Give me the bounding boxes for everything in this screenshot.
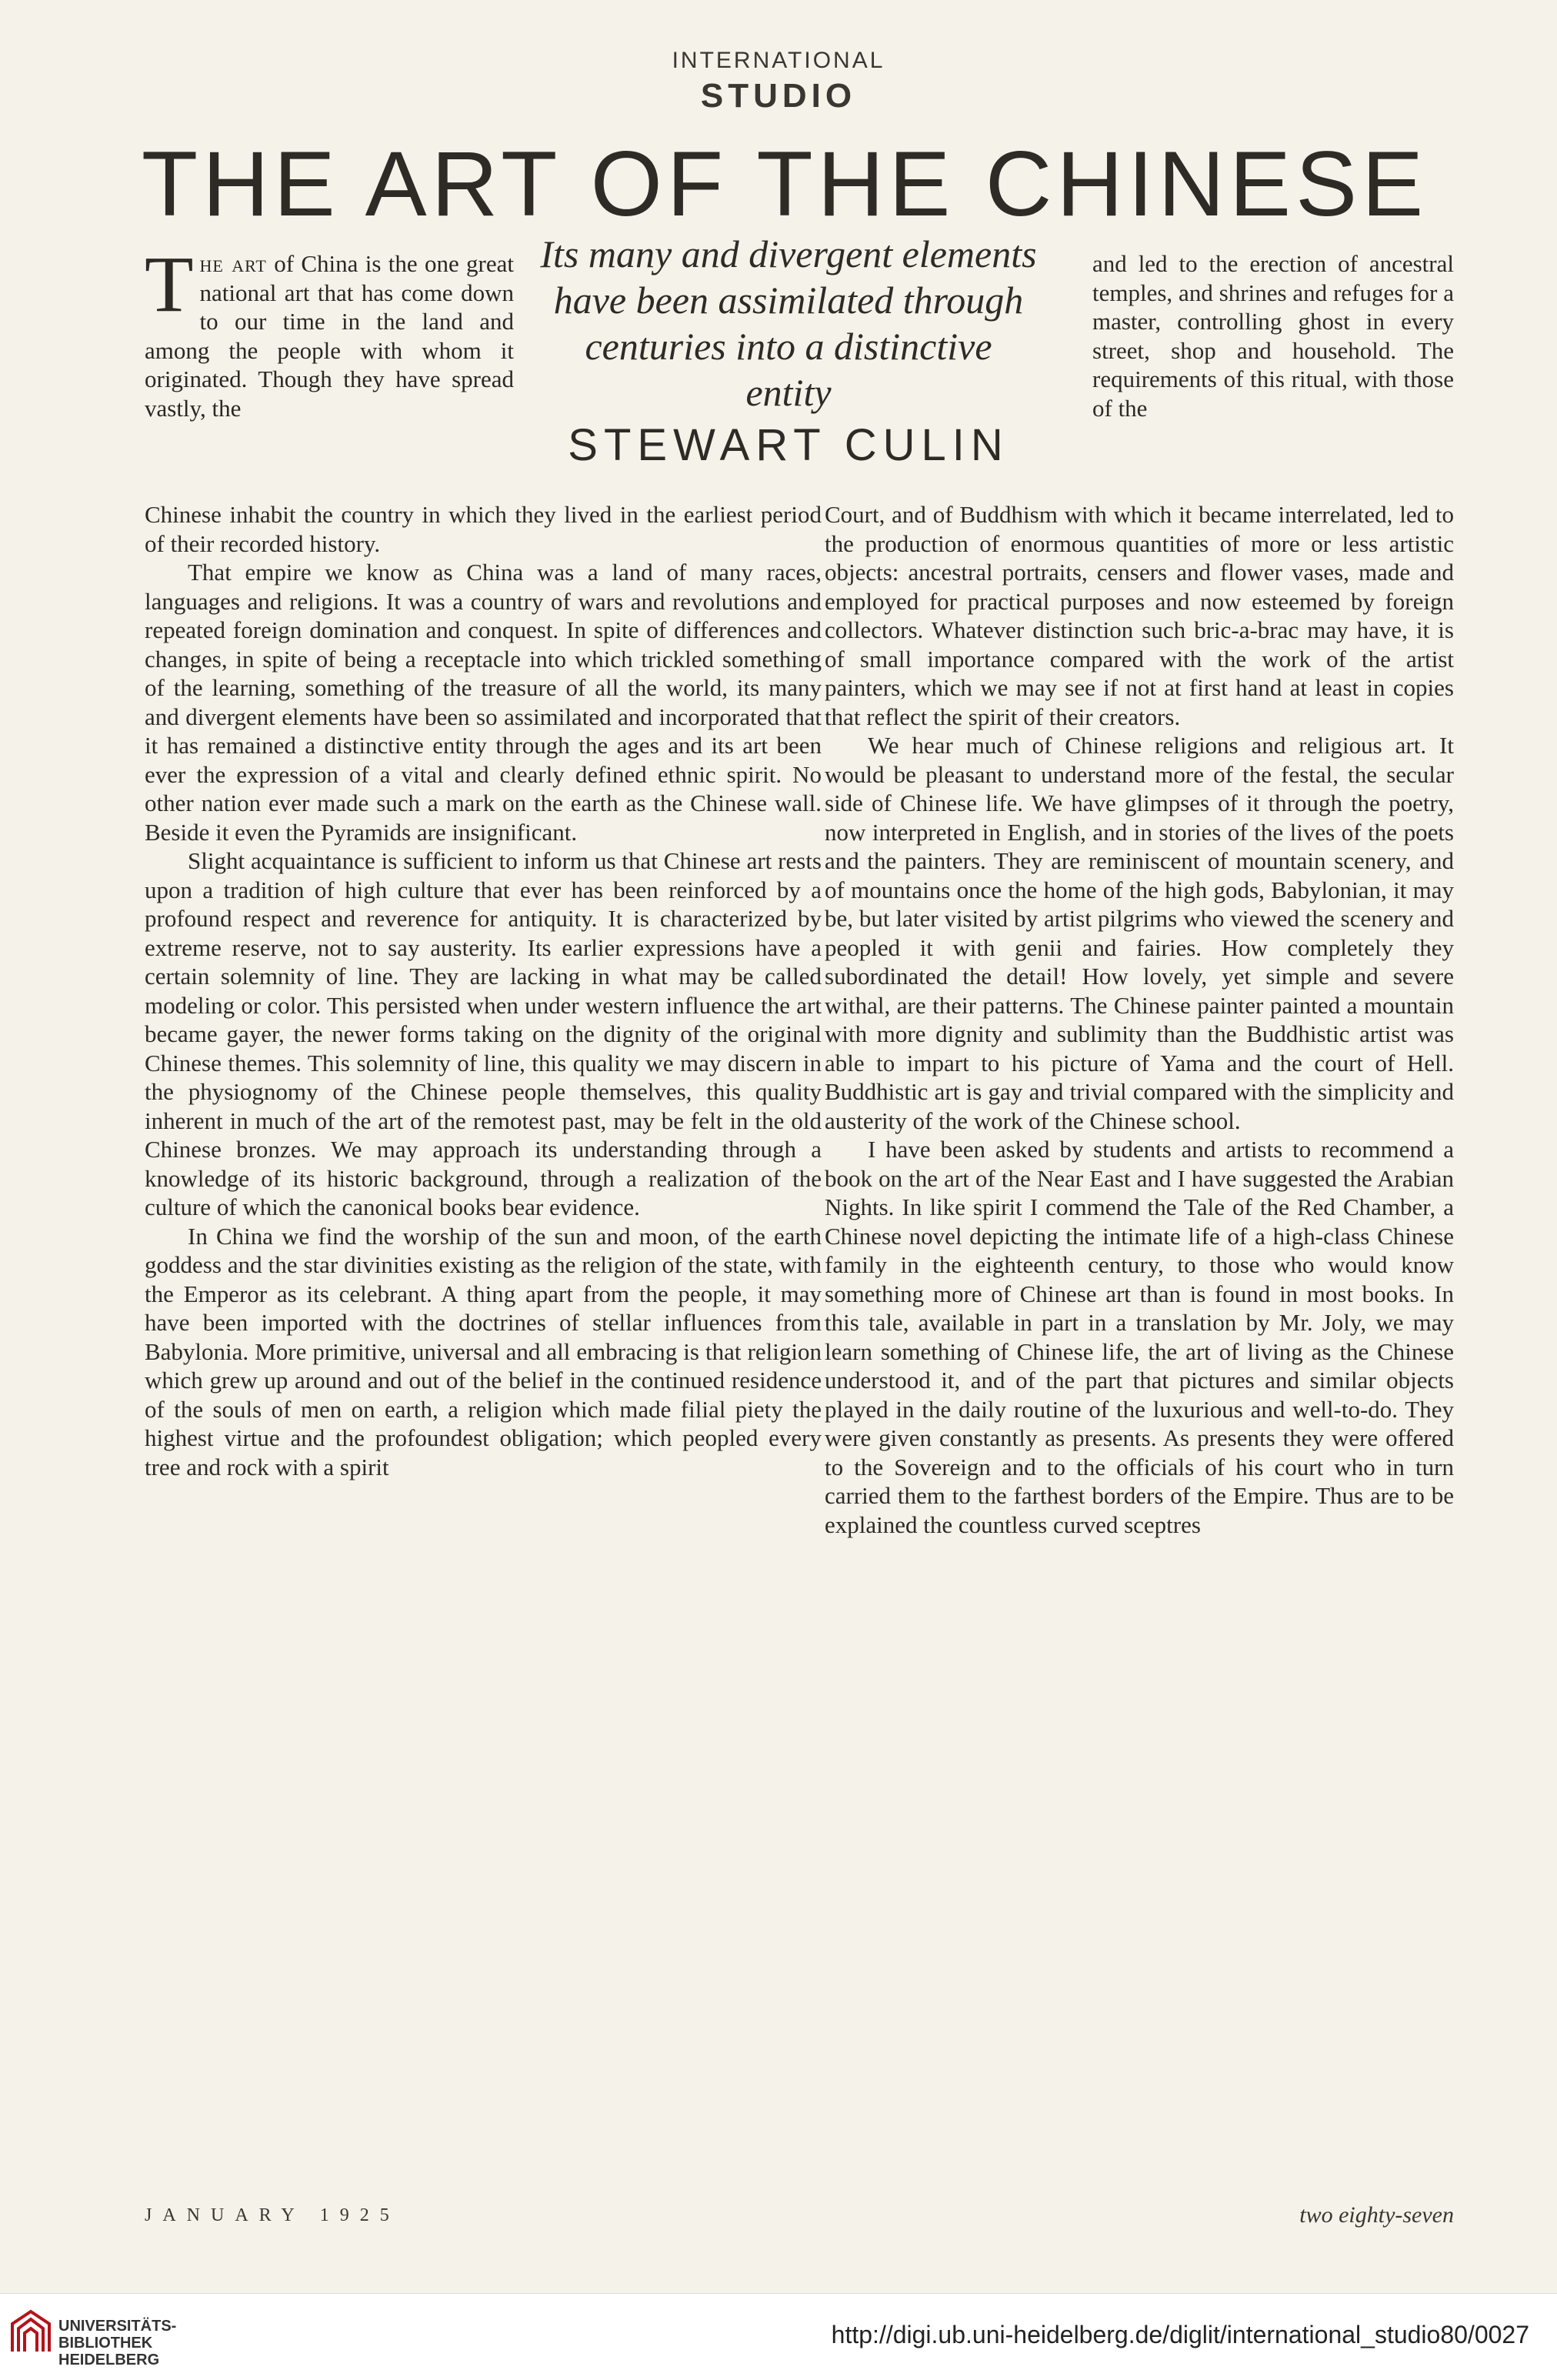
article-dek: Its many and divergent elements have been assimilated through centuries into a distinctive entity [540, 232, 1037, 414]
intro-text: of China is the one great national art that has come down to our time in the land and among the people with whom it originated. Though they have spread vastly, the [145, 250, 514, 422]
source-url-link[interactable]: http://digi.ub.uni-heidelberg.de/diglit/international_studio80/0027 [831, 2321, 1529, 2348]
masthead-studio: STUDIO [700, 77, 857, 115]
right-para-1: Court, and of Buddhism with which it became interrelated, led to the production of enormous quantities of more or less artistic objects: ancestral portraits, censers and flower vases, made and employed for practical purposes and now esteemed by foreign collectors. Whatever distinction such bric-a-brac may have, it is of small importance compared with the work of the artist painters, which we may see if not at first hand at least in copies that reflect the spirit of their creators. [825, 501, 1454, 730]
left-para-2: That empire we know as China was a land of many races, languages and religions. It was a country of wars and revolutions and repeated foreign domination and conquest. In spite of differences and changes, in spite of being a receptacle into which trickled something of the learning, something of the treasure of all the world, its many and divergent elements have been so assimilated and incorporated that it has remained a distinctive entity through the ages and its art been ever the expression of a vital and clearly defined ethnic spirit. No other nation ever made such a mark on the earth as the Chinese wall. Beside it even the Pyramids are insignificant. [145, 559, 822, 846]
intro-smallcaps: he art [199, 250, 267, 277]
left-para-4: In China we find the worship of the sun and moon, of the earth goddess and the star divinities existing as the religion of the state, with the Emperor as its celebrant. A thing apart from the people, it may have been imported with the doctrines of stellar influences from Babylonia. More primitive, universal and all embracing is that religion which grew up around and out of the belief in the continued residence of the souls of men on earth, a religion which made filial piety the highest virtue and the profoundest obligation; which peopled every tree and rock with a spirit [145, 1222, 822, 1480]
intro-paragraph [145, 240, 514, 422]
right-para-2: We hear much of Chinese religions and religious art. It would be pleasant to understand more of the festal, the secular side of Chinese life. We have glimpses of it through the poetry, now interpreted in English, and in stories of the lives of the poets and the painters. They are reminiscent of mountain scenery, and of mountains once the home of the high gods, Babylonian, it may be, but later visited by artist pilgrims who viewed the scenery and peopled it with genii and fairies. How completely they subordinated the detail! How lovely, yet simple and severe withal, are their patterns. The Chinese painter painted a mountain with more dignity and sublimity than the Buddhistic artist was able to impart to his picture of Yama and the court of Hell. Buddhistic art is gay and trivial compared with the simplicity and austerity of the work of the Chinese school. [825, 732, 1454, 1134]
masthead-international: INTERNATIONAL [672, 48, 885, 73]
drop-cap: T [145, 240, 194, 329]
left-para-3: Slight acquaintance is sufficient to inform us that Chinese art rests upon a tradition of high culture that ever has been reinforced by a profound respect and reverence for antiquity. It is characterized by extreme reserve, not to say austerity. Its earlier expressions have a certain solemnity of line. They are lacking in what may be called modeling or color. This persisted when under western influence the art became gayer, the newer forms taking on the dignity of the original Chinese themes. This solemnity of line, this quality we may discern in the physiognomy of the Chinese people themselves, this quality inherent in much of the art of the remotest past, may be felt in the old Chinese bronzes. We may approach its understanding through a knowledge of its historic background, through a realization of the culture of which the canonical books bear evidence. [145, 847, 822, 1220]
article-byline: STEWART CULIN [568, 420, 1009, 470]
library-line-1: UNIVERSITÄTS- [58, 2318, 177, 2335]
right-intro-text: and led to the erection of ancestral temples, and shrines and refuges for a master, controlling ghost in every street, shop and household. The requirements of this ritual, with those of the [1092, 250, 1454, 422]
left-column [145, 500, 822, 1481]
library-line-3: HEIDELBERG [58, 2352, 160, 2368]
footer-page-number: two eighty-seven [1299, 2202, 1454, 2228]
left-para-1: Chinese inhabit the country in which they lived in the earliest period of their recorded history. [145, 501, 822, 557]
right-para-3: I have been asked by students and artists to recommend a book on the art of the Near East and I have suggested the Arabian Nights. In like spirit I commend the Tale of the Red Chamber, a Chinese novel depicting the intimate life of a high-class Chinese family in the eighteenth century, to those who would know something more of Chinese art than is found in most books. In this tale, available in part in a translation by Mr. Joly, we may learn something of Chinese life, the art of living as the Chinese understood it, and of the part that pictures and similar objects played in the daily routine of the luxurious and well-to-do. They were given constantly as presents. As presents they were offered to the Sovereign and to the officials of his court who in turn carried them to the farthest borders of the Empire. Thus are to be explained the countless curved sceptres [825, 1136, 1454, 1538]
library-line-2: BIBLIOTHEK [58, 2335, 153, 2352]
library-name [58, 2318, 176, 2368]
article-title: THE ART OF THE CHINESE [141, 132, 1429, 235]
right-intro [1092, 249, 1454, 422]
right-column [825, 500, 1454, 1539]
library-logo-icon [9, 2308, 52, 2355]
footer-date: JANUARY 1925 [145, 2205, 400, 2225]
